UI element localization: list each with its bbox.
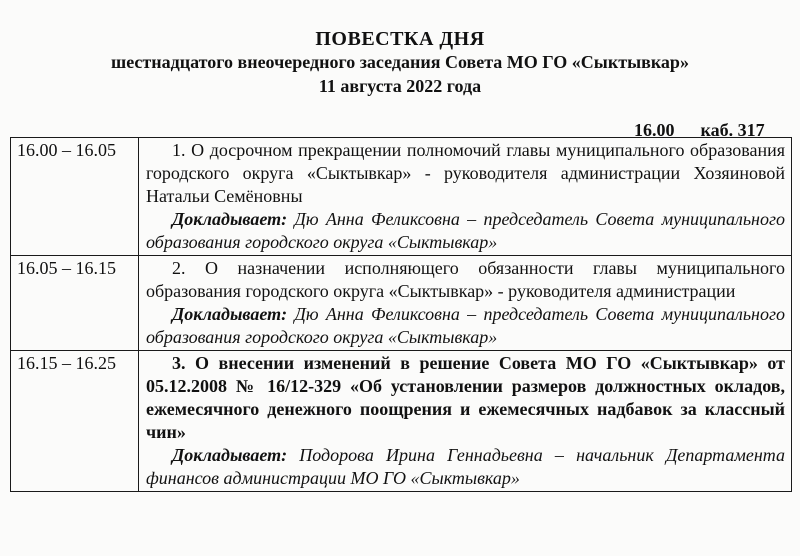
speaker-label: Докладывает: — [172, 445, 288, 465]
item-time: 16.05 – 16.15 — [11, 256, 139, 351]
speaker-name: Дю Анна Феликсовна – председатель Совета муниципального образования городского округа «Сыктывкар» — [146, 304, 785, 347]
agenda-row — [11, 256, 792, 351]
speaker-name: Дю Анна Феликсовна – председатель Совета муниципального образования городского округа «Сыктывкар» — [146, 209, 785, 252]
item-text: 3. О внесении изменений в решение Совета МО ГО «Сыктывкар» от 05.12.2008 № 16/12-329 «Об установлении размеров должностных окладов, ежемесячного денежного поощрения и ежемесячных надбавок за классный чин» — [146, 353, 785, 442]
meeting-start-time: 16.00 — [634, 120, 675, 140]
speaker-label: Докладывает: — [172, 209, 288, 229]
item-content — [139, 138, 792, 256]
item-speaker — [146, 444, 785, 490]
meeting-date: 11 августа 2022 года — [318, 76, 482, 96]
item-text: 1. О досрочном прекращении полномочий главы муниципального образования городского округа «Сыктывкар» - руководителя администрации Хозяиновой Натальи Семёновны — [146, 140, 785, 206]
agenda-row — [11, 138, 792, 256]
item-text: 2. О назначении исполняющего обязанности главы муниципального образования городского округа «Сыктывкар» - руководителя администрации — [146, 258, 785, 301]
meeting-subtitle: шестнадцатого внеочередного заседания Совета МО ГО «Сыктывкар» — [111, 52, 689, 72]
meeting-room: каб. 317 — [700, 120, 765, 140]
item-time: 16.15 – 16.25 — [11, 351, 139, 492]
speaker-name: Подорова Ирина Геннадьевна – начальник Департамента финансов администрации МО ГО «Сыктывкар» — [146, 445, 785, 488]
item-speaker — [146, 208, 785, 254]
item-content — [139, 351, 792, 492]
agenda-table — [10, 137, 792, 492]
item-speaker — [146, 303, 785, 349]
agenda-title: ПОВЕСТКА ДНЯ — [315, 28, 485, 50]
item-time: 16.00 – 16.05 — [11, 138, 139, 256]
item-content — [139, 256, 792, 351]
agenda-row — [11, 351, 792, 492]
speaker-label: Докладывает: — [172, 304, 288, 324]
